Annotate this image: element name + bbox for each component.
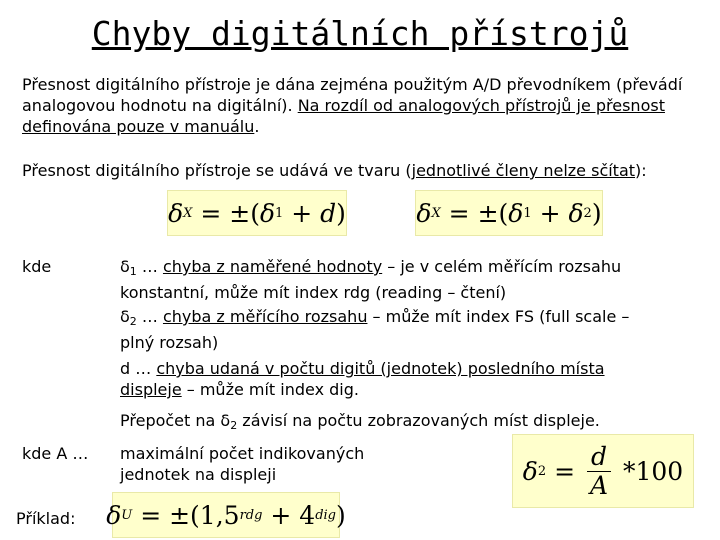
f1-lhs: δ <box>168 198 184 228</box>
f1-t1-sub: 1 <box>275 205 284 221</box>
delta1-underlined: chyba z naměřené hodnoty <box>162 257 383 276</box>
f1-plus: + <box>283 198 321 228</box>
intro-underlined-text: Na rozdíl od analogových přístrojů je přesnost definována pouze v manuálu <box>22 96 665 136</box>
f2-eq: = ±( <box>440 198 509 228</box>
delta2-symbol: δ <box>120 307 130 326</box>
d-underlined-1: chyba udaná v počtu digitů (jednotek) posledního místa <box>156 359 605 378</box>
delta1-sub: 1 <box>129 265 137 278</box>
f4-eq: = ±(1,5 <box>132 500 240 530</box>
f3-lhs-sub: 2 <box>537 463 547 479</box>
f4-lhs: δ <box>106 500 122 530</box>
d-definition <box>120 358 710 400</box>
intro-paragraph <box>22 74 702 137</box>
delta2-sub: 2 <box>129 315 137 328</box>
delta2-rest: – může mít index FS (full scale – <box>367 307 630 326</box>
delta1-dots: … <box>136 257 163 276</box>
f3-numerator: d <box>587 443 611 472</box>
delta2-dots: … <box>136 307 163 326</box>
f3-denominator: A <box>589 470 609 500</box>
delta2-underlined: chyba z měřícího rozsahu <box>162 307 368 326</box>
delta2-definition <box>120 306 710 353</box>
kde-a-description <box>120 443 410 485</box>
formula-delta2-ratio <box>512 434 694 508</box>
page-title: Chyby digitálních přístrojů <box>91 14 629 53</box>
kde-a-label: kde A … <box>22 444 89 463</box>
f1-close: ) <box>336 198 346 228</box>
prepocet-sub: 2 <box>230 419 238 432</box>
f4-plus: + 4 <box>262 500 316 530</box>
f3-fraction <box>586 443 612 500</box>
f4-dig-sub: dig <box>315 507 336 523</box>
prepocet-line <box>120 410 710 436</box>
f1-t1: δ <box>259 198 276 228</box>
intro-text: Přesnost digitálního přístroje je dána zejména použitým A/D převodníkem (převádí analogovou hodnotu na digitální). <box>22 75 683 115</box>
kde-label: kde <box>22 257 52 276</box>
formula-dx-d <box>167 190 347 236</box>
delta1-symbol: δ <box>120 257 130 276</box>
form-line-text: Přesnost digitálního přístroje se udává ve tvaru ( <box>22 161 412 180</box>
priklad-label: Příklad: <box>16 509 76 528</box>
f2-t1: δ <box>508 198 524 228</box>
f4-lhs-sub: U <box>121 507 133 523</box>
f2-lhs-sub: X <box>431 205 441 221</box>
delta1-definition <box>120 256 710 303</box>
intro-end: . <box>254 117 260 136</box>
f3-rest: *100 <box>615 456 684 486</box>
form-line <box>22 160 712 181</box>
delta1-line2: konstantní, může mít index rdg (reading – čtení) <box>120 283 507 302</box>
prepocet-text-end: závisí na počtu zobrazovaných míst displeje. <box>237 411 600 430</box>
f1-t2: d <box>320 198 337 228</box>
f2-plus: + <box>531 198 569 228</box>
f3-eq: = <box>546 456 583 486</box>
kde-a-text-2: jednotek na displeji <box>120 465 277 484</box>
formula-dx-d2 <box>415 190 603 236</box>
f2-t1-sub: 1 <box>523 205 532 221</box>
kde-a-text-1: maximální počet indikovaných <box>120 444 365 463</box>
d-dots: … <box>130 359 157 378</box>
prepocet-symbol: δ <box>220 411 231 430</box>
f4-rdg-sub: rdg <box>239 507 263 523</box>
f3-lhs: δ <box>522 456 538 486</box>
d-underlined-2: displeje <box>120 380 182 399</box>
prepocet-text: Přepočet na <box>120 411 221 430</box>
d-symbol: d <box>120 359 131 378</box>
f2-t2: δ <box>568 198 584 228</box>
formula-example <box>106 492 346 538</box>
f2-close: ) <box>591 198 602 228</box>
delta2-line2: plný rozsah) <box>120 333 219 352</box>
f4-close: ) <box>336 500 346 530</box>
form-line-end: ): <box>635 161 647 180</box>
d-rest: – může mít index dig. <box>181 380 359 399</box>
f1-eq: = ±( <box>192 198 260 228</box>
f2-t2-sub: 2 <box>583 205 592 221</box>
delta1-rest: – je v celém měřícím rozsahu <box>382 257 622 276</box>
form-line-underlined: jednotlivé členy nelze sčítat <box>411 161 636 180</box>
f2-lhs: δ <box>416 198 432 228</box>
f1-lhs-sub: X <box>183 205 193 221</box>
